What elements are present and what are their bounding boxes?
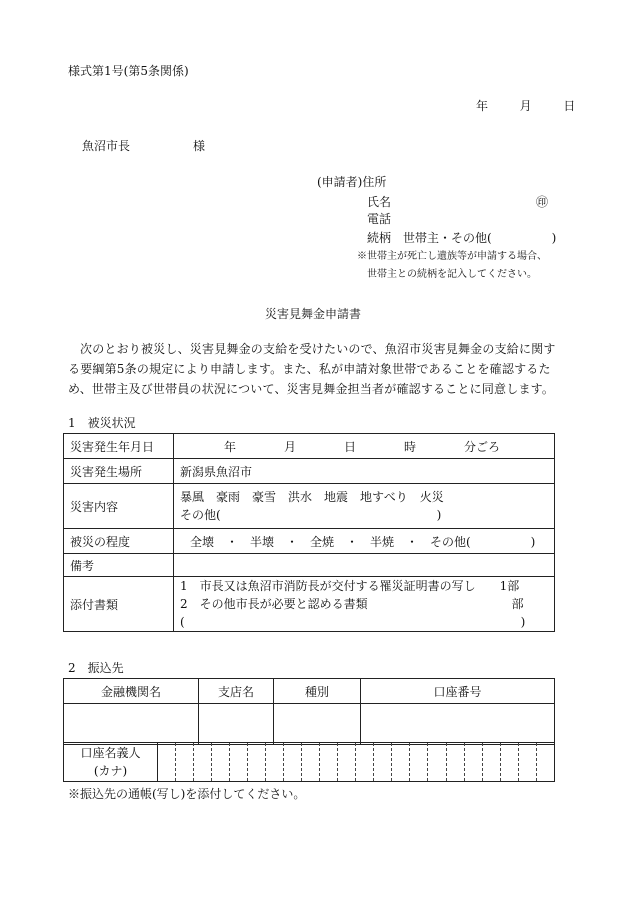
kana-box[interactable] [500,743,518,782]
attachments-label: 添付書類 [64,577,174,632]
date-year-label: 年 [476,99,489,113]
account-holder-label-line1: 口座名義人 [80,746,141,760]
kana-box[interactable] [518,743,536,782]
kana-box[interactable] [464,743,482,782]
account-number-header: 口座番号 [361,679,555,704]
content-other[interactable]: その他( ) [180,508,442,522]
section2-heading: 2 振込先 [68,661,124,675]
kana-box[interactable] [302,743,320,782]
content-cell[interactable] [174,484,555,529]
content-label: 災害内容 [64,484,174,529]
kana-box[interactable] [392,743,410,782]
account-type-header: 種別 [274,679,361,704]
applicant-relation: 続柄 世帯主・その他( ) [367,231,557,245]
table-row [64,704,555,745]
branch-header: 支店名 [199,679,274,704]
kana-box[interactable] [248,743,266,782]
attachments-cell [174,577,555,632]
application-statement: 次のとおり被災し、災害見舞金の支給を受けたいので、魚沼市災害見舞金の支給に関する要綱第5条の規定により申請します。また、私が申請対象世帯であることを確認するため、世帯主及び世帯員の状況について、災害見舞金担当者が確認することに同意します。 [68,342,556,396]
content-options[interactable]: 暴風 豪雨 豪雪 洪水 地震 地すべり 火災 [180,490,444,504]
applicant-address-label: (申請者)住所 [317,175,387,189]
account-number-field[interactable] [361,704,555,745]
document-title: 災害見舞金申請書 [265,307,362,321]
account-holder-label [64,743,158,782]
table-row [64,554,555,577]
applicant-name-label: 氏名 [367,195,392,209]
table-row [64,679,555,704]
addressee-honorific: 様 [193,139,206,153]
table-row [64,434,555,459]
addressee-name: 魚沼市長 [82,139,131,153]
table-row [64,484,555,529]
kana-box[interactable] [446,743,464,782]
attachment-item-1: 1 市長又は魚沼市消防長が交付する罹災証明書の写し 1部 [180,579,520,593]
degree-value[interactable]: 全壊 ・ 半壊 ・ 全焼 ・ 半焼 ・ その他( ) [174,529,555,554]
place-label: 災害発生場所 [64,459,174,484]
kana-box[interactable] [536,743,554,782]
attachment-item-2: 2 その他市長が必要と認める書類 部 [180,597,524,611]
kana-box[interactable] [230,743,248,782]
kana-box[interactable] [176,743,194,782]
damage-status-table [63,433,555,632]
transfer-account-table [63,678,555,745]
account-holder-table [63,742,555,782]
table-row [64,529,555,554]
kana-box[interactable] [320,743,338,782]
kana-box[interactable] [428,743,446,782]
section1-heading: 1 被災状況 [68,416,136,430]
kana-box[interactable] [266,743,284,782]
date-month-label: 月 [519,99,532,113]
branch-field[interactable] [199,704,274,745]
account-holder-label-line2: (カナ) [93,764,128,778]
bank-name-header: 金融機関名 [64,679,199,704]
kana-box[interactable] [374,743,392,782]
kana-box[interactable] [158,743,176,782]
transfer-footnote: ※振込先の通帳(写し)を添付してください。 [68,787,306,801]
remarks-value[interactable] [174,554,555,577]
attachment-other[interactable]: ( ) [180,615,526,629]
applicant-note-line1: ※世帯主が死亡し遺族等が申請する場合、 [357,251,547,262]
date-label: 災害発生年月日 [64,434,174,459]
kana-box[interactable] [284,743,302,782]
kana-box[interactable] [356,743,374,782]
account-type-field[interactable] [274,704,361,745]
date-line [476,98,575,114]
remarks-label: 備考 [64,554,174,577]
kana-box[interactable] [338,743,356,782]
form-id: 様式第1号(第5条関係) [68,64,189,78]
kana-box[interactable] [194,743,212,782]
date-day-label: 日 [563,99,576,113]
table-row [64,743,555,782]
degree-label: 被災の程度 [64,529,174,554]
bank-name-field[interactable] [64,704,199,745]
kana-box[interactable] [410,743,428,782]
table-row [64,577,555,632]
applicant-note-line2: 世帯主との続柄を記入してください。 [367,269,537,280]
seal-mark: ㊞ [536,195,549,209]
kana-box[interactable] [482,743,500,782]
place-value[interactable]: 新潟県魚沼市 [174,459,555,484]
date-value[interactable]: 年 月 日 時 分ごろ [174,434,555,459]
table-row [64,459,555,484]
kana-box[interactable] [212,743,230,782]
applicant-phone-label: 電話 [367,212,392,226]
